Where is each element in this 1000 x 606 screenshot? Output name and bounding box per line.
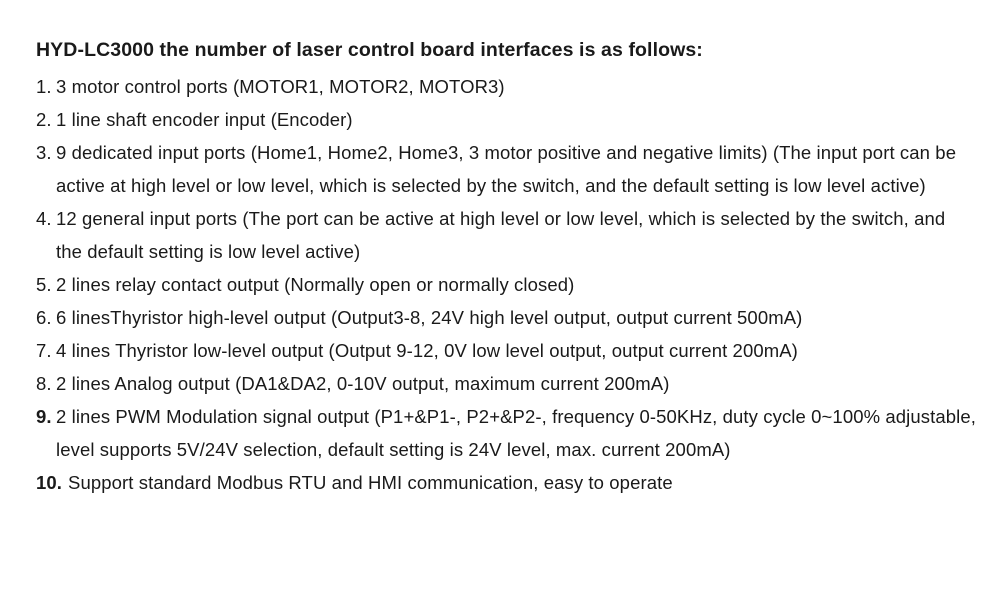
list-item (36, 400, 976, 466)
list-item (36, 70, 976, 103)
document-title: HYD-LC3000 the number of laser control board interfaces is as follows: (36, 39, 703, 61)
list-item-number: 7. (36, 340, 52, 361)
list-item-text: Support standard Modbus RTU and HMI communication, easy to operate (68, 472, 673, 493)
list-item-text: 3 motor control ports (MOTOR1, MOTOR2, MOTOR3) (56, 76, 505, 97)
list-item (36, 268, 976, 301)
list-item-number: 10. (36, 472, 63, 493)
list-item-text: 1 line shaft encoder input (Encoder) (56, 109, 353, 130)
list-item-number: 1. (36, 76, 52, 97)
list-item (36, 367, 976, 400)
list-item-text: 2 lines PWM Modulation signal output (P1+&P1-, P2+&P2-, frequency 0-50KHz, duty cycle 0~100% adjustable, level supports 5V/24V selection, default setting is 24V level, max. current 200mA) (56, 406, 976, 460)
list-item (36, 466, 976, 499)
list-item-text: 2 lines Analog output (DA1&DA2, 0-10V output, maximum current 200mA) (56, 373, 670, 394)
interface-list (36, 70, 976, 499)
list-item-text: 2 lines relay contact output (Normally open or normally closed) (56, 274, 575, 295)
list-item-text: 9 dedicated input ports (Home1, Home2, Home3, 3 motor positive and negative limits) (The input port can be active at high level or low level, which is selected by the switch, and the default setting is low level active) (56, 142, 957, 196)
list-item (36, 301, 976, 334)
list-item-number: 3. (36, 142, 52, 163)
list-item-number: 4. (36, 208, 52, 229)
list-item (36, 103, 976, 136)
list-item (36, 334, 976, 367)
list-item (36, 136, 976, 202)
list-item-number: 5. (36, 274, 52, 295)
list-item (36, 202, 976, 268)
list-item-text: 6 linesThyristor high-level output (Output3-8, 24V high level output, output current 500mA) (56, 307, 803, 328)
list-item-number: 8. (36, 373, 52, 394)
list-item-text: 12 general input ports (The port can be active at high level or low level, which is selected by the switch, and the default setting is low level active) (56, 208, 946, 262)
document (36, 36, 976, 499)
list-item-text: 4 lines Thyristor low-level output (Output 9-12, 0V low level output, output current 200mA) (56, 340, 798, 361)
list-item-number: 2. (36, 109, 52, 130)
list-item-number: 9. (36, 406, 52, 427)
list-item-number: 6. (36, 307, 52, 328)
